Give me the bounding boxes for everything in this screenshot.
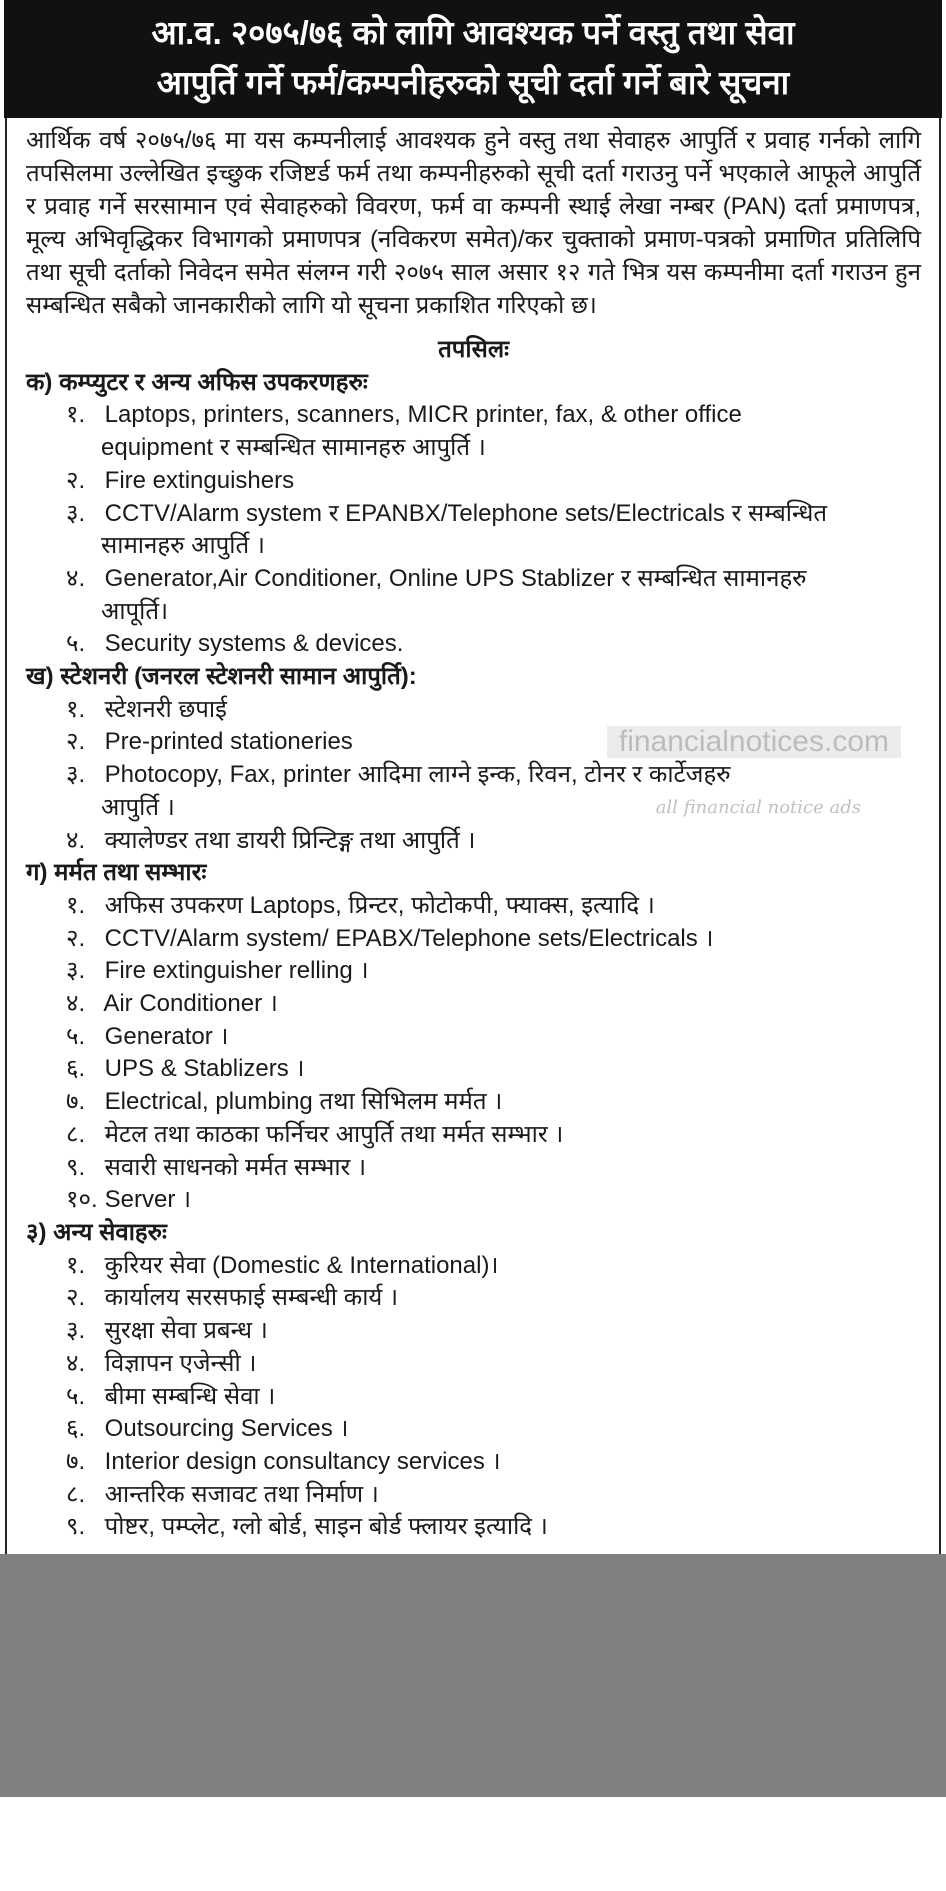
item-text: Laptops, printers, scanners, MICR printer, fax, & other office — [104, 401, 742, 429]
list-item — [26, 1413, 921, 1446]
item-number: ६. — [66, 1055, 86, 1083]
list-item — [26, 890, 921, 923]
item-number: ७. — [66, 1447, 86, 1475]
item-text: सवारी साधनको मर्मत सम्भार । — [104, 1153, 367, 1181]
item-text: मेटल तथा काठका फर्निचर आपुर्ति तथा मर्मत सम्भार । — [104, 1120, 564, 1148]
list-item — [26, 923, 921, 956]
item-text-continued-text: सामानहरु आपुर्ति । — [101, 532, 265, 560]
item-text: पोष्टर, पम्प्लेट, ग्लो बोर्ड, साइन बोर्ड फ्लायर इत्यादि । — [104, 1513, 548, 1541]
watermark-subtitle: all financial notice ads — [655, 796, 861, 818]
item-number: ८. — [66, 1480, 86, 1508]
item-text-continued — [26, 432, 921, 465]
item-text: कार्यालय सरसफाई सम्बन्धी कार्य । — [104, 1284, 399, 1312]
item-number: ७. — [66, 1088, 86, 1116]
item-number: १. — [66, 891, 86, 919]
item-number: ५. — [66, 1382, 86, 1410]
notice-body — [5, 118, 941, 1554]
item-text-continued-text: आपुर्ति । — [101, 793, 175, 821]
item-number: ३. — [66, 761, 86, 789]
list-item — [26, 988, 921, 1021]
section-title: ग) मर्मत तथा सम्भारः — [26, 859, 207, 887]
item-text: Generator । — [104, 1022, 229, 1050]
item-number: ४. — [66, 1349, 86, 1377]
list-item — [26, 1021, 921, 1054]
watermark: financialnotices.com — [607, 726, 901, 758]
item-text-continued — [26, 792, 921, 825]
item-text: Pre-printed stationeries — [104, 728, 353, 756]
list-item — [26, 498, 921, 531]
item-text: सुरक्षा सेवा प्रबन्ध । — [104, 1317, 268, 1345]
list-item — [26, 1184, 921, 1217]
section-title: ख) स्टेशनरी (जनरल स्टेशनरी सामान आपुर्ति): — [26, 663, 417, 691]
list-item — [26, 1446, 921, 1479]
details-title: तपसिलः — [438, 336, 509, 363]
item-number: २. — [66, 728, 86, 756]
list-item — [26, 1053, 921, 1086]
list-item — [26, 1152, 921, 1185]
item-number: ३. — [66, 1317, 86, 1345]
item-number: २. — [66, 1284, 86, 1312]
list-item — [26, 563, 921, 596]
list-item — [26, 825, 921, 858]
item-number: ९. — [66, 1513, 86, 1541]
item-text: Generator,Air Conditioner, Online UPS Stablizer र सम्बन्धित सामानहरु — [104, 564, 807, 592]
list-item — [26, 694, 921, 727]
gray-overlay — [0, 1554, 946, 1797]
item-text: बीमा सम्बन्धि सेवा । — [104, 1382, 276, 1410]
item-number: ५. — [66, 630, 86, 658]
item-text-continued-text: आपूर्ति। — [101, 597, 169, 625]
section-title: ३) अन्य सेवाहरुः — [26, 1218, 167, 1246]
item-number: १०. — [66, 1186, 98, 1214]
title-line-2: आपुर्ति गर्ने फर्म/कम्पनीहरुको सूची दर्ता गर्ने बारे सूचना — [156, 64, 790, 101]
item-number: ४. — [66, 826, 86, 854]
item-text-continued — [26, 596, 921, 629]
item-text: UPS & Stablizers । — [104, 1055, 305, 1083]
item-number: ६. — [66, 1415, 86, 1443]
item-text-continued-text: equipment र सम्बन्धित सामानहरु आपुर्ति । — [101, 434, 486, 462]
item-number: २. — [66, 466, 86, 494]
item-number: १. — [66, 401, 86, 429]
item-text: Server । — [104, 1186, 192, 1214]
item-text: Fire extinguisher relling । — [104, 957, 369, 985]
item-text: अफिस उपकरण Laptops, प्रिन्टर, फोटोकपी, फ्याक्स, इत्यादि । — [104, 891, 655, 919]
list-item — [26, 1282, 921, 1315]
list-item — [26, 1381, 921, 1414]
item-number: ३. — [66, 499, 86, 527]
item-text: Air Conditioner । — [103, 990, 278, 1018]
item-number: ५. — [66, 1022, 86, 1050]
item-text: CCTV/Alarm system/ EPABX/Telephone sets/Electricals । — [104, 924, 714, 952]
item-text: Outsourcing Services । — [104, 1415, 349, 1443]
list-item — [26, 399, 921, 432]
list-item — [26, 1250, 921, 1283]
item-text: कुरियर सेवा (Domestic & International)। — [104, 1251, 499, 1279]
title-line-1: आ.व. २०७५/७६ को लागि आवश्यक पर्ने वस्तु तथा सेवा — [151, 14, 795, 51]
list-item — [26, 1511, 921, 1544]
item-text: स्टेशनरी छपाई — [104, 695, 227, 723]
item-text: Photocopy, Fax, printer आदिमा लाग्ने इन्क, रिवन, टोनर र कार्टेजहरु — [104, 761, 731, 789]
notice-title — [4, 0, 942, 118]
item-text: आन्तरिक सजावट तथा निर्माण । — [104, 1480, 379, 1508]
list-item — [26, 955, 921, 988]
list-item — [26, 1119, 921, 1152]
item-text: Security systems & devices. — [104, 630, 404, 658]
item-number: ४. — [66, 990, 86, 1018]
intro-paragraph: आर्थिक वर्ष २०७५/७६ मा यस कम्पनीलाई आवश्यक हुने वस्तु तथा सेवाहरु आपुर्ति र प्रवाह गर्नको लागि तपसिलमा उल्लेखित इच्छुक रजिष्टर्ड फर्म तथा कम्पनीहरुको सूची दर्ता गराउनु पर्ने भएकाले आफूले आपुर्ति र प्रवाह गर्ने सरसामान एवं सेवाहरुको विवरण, फर्म वा कम्पनी स्थाई लेखा नम्बर (PAN) दर्ता प्रमाणपत्र, मूल्य अभिवृद्धिकर विभागको प्रमाणपत्र (नविकरण समेत)/कर चुक्ताको प्रमाण-पत्रको प्रमाणित प्रतिलिपि तथा सूची दर्ताको निवेदन समेत संलग्न गरी २०७५ साल असार १२ गते भित्र यस कम्पनीमा दर्ता गराउन हुन सम्बन्धित सबैको जानकारीको लागि यो सूचना प्रकाशित गरिएको छ। — [26, 127, 921, 319]
item-number: ४. — [66, 564, 86, 592]
item-number: ९. — [66, 1153, 86, 1181]
item-text-continued — [26, 530, 921, 563]
list-item — [26, 1315, 921, 1348]
item-number: ८. — [66, 1120, 86, 1148]
item-number: ३. — [66, 957, 86, 985]
list-item — [26, 726, 921, 759]
item-number: १. — [66, 695, 86, 723]
item-text: Electrical, plumbing तथा सिभिलम मर्मत । — [104, 1088, 503, 1116]
item-text: CCTV/Alarm system र EPANBX/Telephone sets/Electricals र सम्बन्धित — [104, 499, 828, 527]
item-text: Interior design consultancy services । — [104, 1447, 501, 1475]
list-item — [26, 1479, 921, 1512]
item-text: Fire extinguishers — [104, 466, 295, 494]
list-item — [26, 628, 921, 661]
item-text: विज्ञापन एजेन्सी । — [104, 1349, 257, 1377]
item-number: २. — [66, 924, 86, 952]
item-number: १. — [66, 1251, 86, 1279]
list-item — [26, 759, 921, 792]
list-item — [26, 465, 921, 498]
section-title: क) कम्प्युटर र अन्य अफिस उपकरणहरुः — [26, 368, 368, 396]
details-list — [26, 334, 921, 1544]
list-item — [26, 1348, 921, 1381]
list-item — [26, 1086, 921, 1119]
item-text: क्यालेण्डर तथा डायरी प्रिन्टिङ्ग तथा आपुर्ति । — [104, 826, 476, 854]
